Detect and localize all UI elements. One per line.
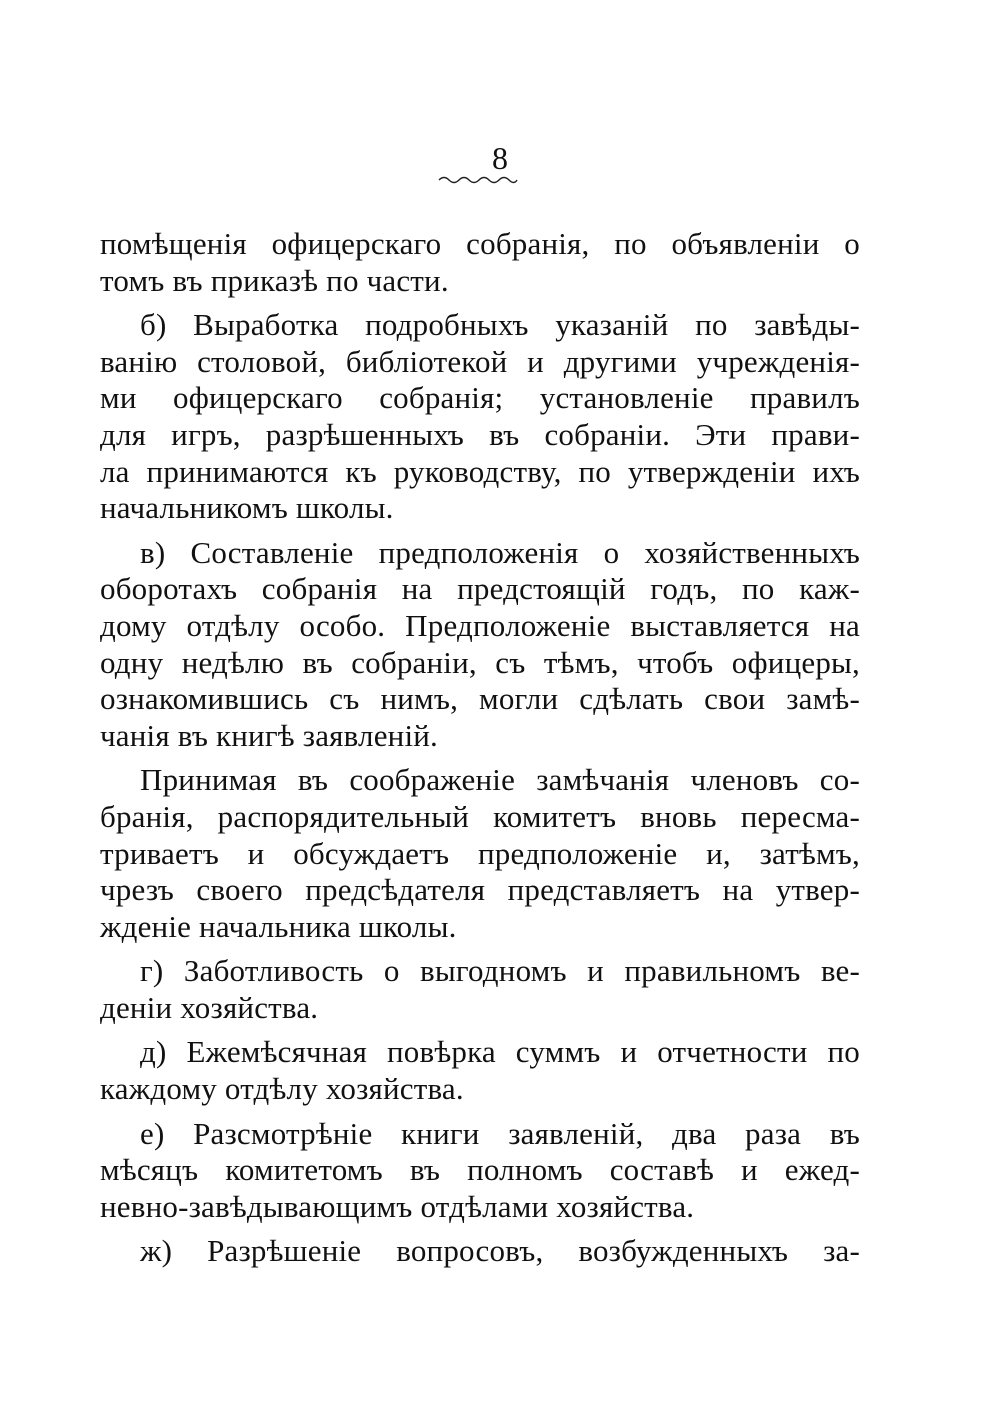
text-line: невно-завѣдывающимъ отдѣлами хозяйства. [100, 1188, 695, 1224]
text-line: Принимая въ соображеніе замѣчанія членовъ со- [140, 762, 860, 798]
paragraph-continuation [100, 226, 860, 299]
paragraph-committee-review [100, 762, 860, 945]
text-line: оборотахъ собранія на предстоящій годъ, по каж- [100, 571, 860, 607]
text-line: мѣсяцъ комитетомъ въ полномъ составѣ и ежед- [100, 1152, 860, 1188]
text-line: чанія въ книгѣ заявленій. [100, 717, 439, 753]
text-line: ванію столовой, библіотекой и другими учрежденія- [100, 343, 860, 379]
text-line: б) Выработка подробныхъ указаній по завѣды- [140, 307, 860, 343]
page-number: 8 [492, 140, 508, 176]
text-line: ми офицерскаго собранія; установленіе правилъ [100, 380, 860, 416]
text-line: одну недѣлю въ собраніи, съ тѣмъ, чтобъ офицеры, [100, 644, 860, 680]
text-line: чрезъ своего предсѣдателя представляетъ на утвер- [100, 872, 860, 908]
text-line: томъ въ приказѣ по части. [100, 262, 449, 298]
paragraph-item-e [100, 1116, 860, 1226]
text-line: бранія, распорядительный комитетъ вновь пересма- [100, 798, 860, 834]
text-line: г) Заботливость о выгодномъ и правильномъ ве- [140, 953, 860, 989]
paragraph-item-g [100, 953, 860, 1026]
paragraph-item-zh [100, 1233, 860, 1270]
text-line: ознакомившись съ нимъ, могли сдѣлать свои замѣ- [100, 681, 860, 717]
text-line: деніи хозяйства. [100, 989, 319, 1025]
paragraph-item-v [100, 535, 860, 755]
text-line: жденіе начальника школы. [100, 908, 457, 944]
text-line: каждому отдѣлу хозяйства. [100, 1071, 464, 1107]
text-line: помѣщенія офицерскаго собранія, по объявленіи о [100, 226, 860, 261]
text-line: дому отдѣлу особо. Предположеніе выставляется на [100, 607, 860, 643]
text-line: для игръ, разрѣшенныхъ въ собраніи. Эти прави- [100, 416, 860, 452]
text-line: е) Разсмотрѣніе книги заявленій, два раза въ [140, 1115, 860, 1151]
text-line: начальникомъ школы. [100, 490, 394, 526]
paragraph-item-d [100, 1034, 860, 1107]
paragraph-item-b [100, 307, 860, 527]
text-line: в) Составленіе предположенія о хозяйственныхъ [140, 534, 860, 570]
text-line: д) Ежемѣсячная повѣрка суммъ и отчетности по [140, 1034, 860, 1070]
text-line: ж) Разрѣшеніе вопросовъ, возбужденныхъ за- [140, 1233, 860, 1269]
text-line: триваетъ и обсуждаетъ предположеніе и, затѣмъ, [100, 835, 860, 871]
decorative-wave-rule [437, 174, 519, 186]
text-line: ла принимаются къ руководству, по утвержденіи ихъ [100, 453, 860, 489]
page-text [100, 226, 860, 1270]
